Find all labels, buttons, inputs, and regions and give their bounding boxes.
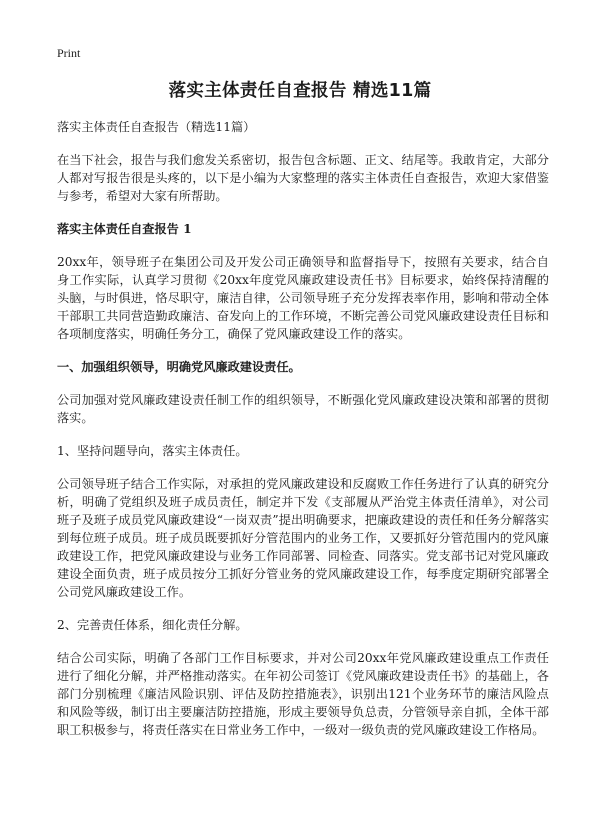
- item-paragraph: 公司领导班子结合工作实际，对承担的党风廉政建设和反腐败工作任务进行了认真的研究分析，明确了党组织及班子成员责任，制定并下发《支部履从严治党主体责任清单》，对公司班子及班子成员党风廉政建设“一岗双责”提出明确要求，把廉政建设的责任和任务分解落实到每位班子成员。班子成员既要抓好分管范围内的业务工作，又要抓好分管范围内的党风廉政建设工作，把党风廉政建设与业务工作同部署、同检查、同落实。党支部书记对党风廉政建设全面负责，班子成员按分工抓好分管业务的党风廉政建设工作，每季度定期研究部署全公司党风廉政建设工作。: [57, 477, 549, 599]
- section-heading: 落实主体责任自查报告 1: [57, 222, 192, 236]
- subsection-heading: 一、加强组织领导，明确党风廉政建设责任。: [57, 360, 301, 374]
- item-heading: 2、完善责任体系，细化责任分解。: [57, 618, 248, 632]
- intro-paragraph: 在当下社会，报告与我们愈发关系密切，报告包含标题、正文、结尾等。我敢肯定，大部分人都对写报告很是头疼的，以下是小编为大家整理的落实主体责任自查报告，欢迎大家借鉴与参考，希望对大家有所帮助。: [57, 153, 549, 203]
- document-subtitle: 落实主体责任自查报告（精选11篇）: [57, 120, 256, 134]
- section-paragraph: 20xx年，领导班子在集团公司及开发公司正确领导和监督指导下，按照有关要求，结合自身工作实际，认真学习贯彻《20xx年度党风廉政建设责任书》目标要求，始终保持清醒的头脑，与时俱进，恪尽职守，廉洁自律，公司领导班子充分发挥表率作用，影响和带动全体干部职工共同营造勤政廉洁、奋发向上的工作环境，不断完善公司党风廉政建设责任目标和各项制度落实，明确任务分工，确保了党风廉政建设工作的落实。: [57, 255, 549, 341]
- document-body: [57, 118, 549, 754]
- page-title: 落实主体责任自查报告 精选11篇: [168, 81, 432, 101]
- item-paragraph: 结合公司实际，明确了各部门工作目标要求，并对公司20xx年党风廉政建设重点工作责任进行了细化分解，并严格推动落实。在年初公司签订《党风廉政建设责任书》的基础上，各部门分别梳理《廉洁风险识别、评估及防控措施表》，识别出121个业务环节的廉洁风险点和风险等级，制订出主要廉洁防控措施，形成主要领导负总责，分管领导亲自抓，全体干部职工积极参与，将责任落实在日常业务工作中，一级对一级负责的党风廉政建设工作格局。: [57, 651, 549, 737]
- subsection-paragraph: 公司加强对党风廉政建设责任制工作的组织领导，不断强化党风廉政建设决策和部署的贯彻落实。: [57, 393, 549, 425]
- print-label: Print: [57, 46, 81, 60]
- item-heading: 1、坚持问题导向，落实主体责任。: [57, 444, 248, 458]
